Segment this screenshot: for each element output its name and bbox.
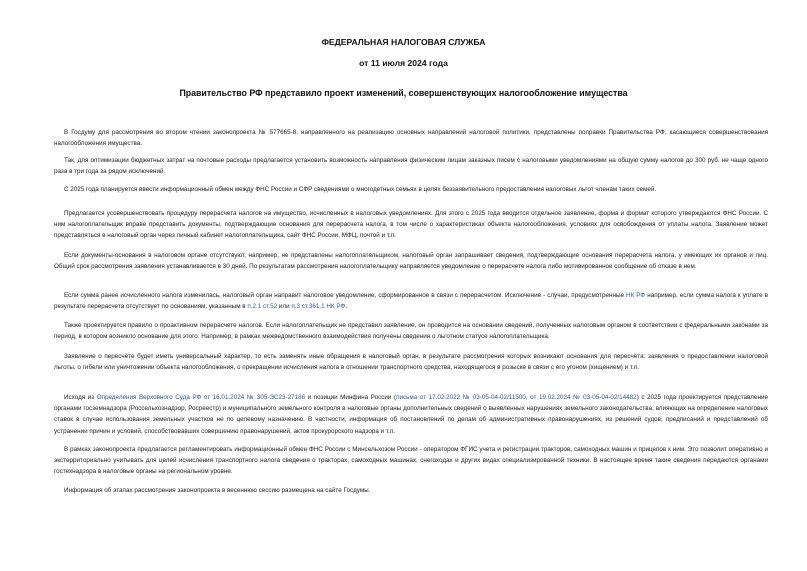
paragraph-2: Так, для оптимизации бюджетных затрат на почтовые расходы предлагается установить возможность направления физическим лицам заказных писем с налоговыми уведомлениями на общую сумму налогов до 300 руб. не чаще одного раза в три года за рядом исключений. — [54, 157, 768, 176]
document-title: Правительство РФ представило проект изменений, совершенствующих налогообложение имущества — [179, 88, 628, 98]
paragraph-9-text-a: Исходя из — [64, 394, 97, 401]
link-supreme-court-ruling[interactable]: Определения Верховного Суда РФ от 16.01.2024 № 305-ЭС23-27186 — [96, 394, 306, 401]
paragraph-9-text-d: ) с 2025 года проектируется представление органами госземнадзора (Россельхознадзор, Росреестр) и муниципального земельного контроля в налоговые органы дополнительных сведений о выявленных нарушениях земельного законодательства, влияющих на определение налоговых ставок в случае использования земельных участков не по целевому назначению. В частности, информация об постановлений по делам об административных правонарушениях, из решений судов, предписаний и представлений об устранении причин и условий, способствовавших совершению правонарушений, актов прокурорского надзора и т.п. — [54, 394, 768, 435]
paragraph-7: Также проектируется правило о проактивном перерасчете налогов. Если налогоплательщик не представил заявление, он проводится на основании сведений, полученных налоговым органом в соответствии с федеральными законами за период, в котором возникло основание для этого. Например, в рамках межведомственного взаимодействия получены сведения о льготном статусе налогоплательщика. — [54, 322, 768, 341]
agency-name: ФЕДЕРАЛЬНАЯ НАЛОГОВАЯ СЛУЖБА — [321, 37, 486, 47]
paragraph-1: В Госдуму для рассмотрения во втором чтении законопроекта № 577665-8, направленного на реализацию основных направлений налоговой политики, представлены поправки Правительства РФ, касающиеся совершенствования налогообложения имущества. — [54, 129, 768, 148]
paragraph-6-text-a: Если сумма ранее исчисленного налога изменилась, налоговый орган направит налоговое уведомление, сформированное в связи с перерасчетом. Исключение - случаи, предусмотренные — [64, 292, 627, 299]
paragraph-6-text-d: . — [345, 303, 347, 311]
link-p2-1-st52[interactable]: п.2.1 ст.52 — [247, 303, 278, 311]
paragraph-5: Если документы-основания в налоговом органе отсутствуют, например, не представлены налогоплательщиком, налоговый орган запрашивает сведения, подтверждающие основания перерасчета налога, у имеющих их органов и лиц. Общий срок рассмотрения заявления устанавливается в 30 дней. По результатам рассмотрения налогоплательщику направляется уведомление о перерасчете налога либо мотивированное сообщение об отказе в нем. — [54, 252, 768, 271]
paragraph-6 — [54, 290, 768, 312]
paragraph-8: Заявление о пересчёте будет иметь универсальный характер, то есть заменять иные обращения в налоговый орган, в результате рассмотрения которых возникают основания для пересчёта: заявления о предоставлении налоговой льготы, о гибели или уничтожении объекта налогообложения, о прекращении исчисления налога в отношении транспортного средства, находящегося в розыске в связи с его угоном (хищением) и т.п. — [54, 353, 768, 372]
paragraph-9 — [54, 392, 768, 437]
document-date: от 11 июля 2024 года — [359, 58, 448, 68]
link-minfin-letter-2022[interactable]: письма от 17.02.2022 № 03-05-04-02/11500 — [396, 394, 526, 401]
paragraph-3: С 2025 года планируется ввести информационный обмен между ФНС России и СФР сведениями о многодетных семьях в целях беззаявительного предоставления налоговых льгот членам таких семей. — [64, 186, 657, 193]
link-minfin-letter-2024[interactable]: от 19.02.2024 № 03-05-04-02/14482 — [530, 394, 637, 401]
paragraph-10: В рамках законопроекта предлагается регламентировать информационный обмен ФНС России с Минсельхозом России - оператором ФГИС учета и регистрации тракторов, самоходных машин и прицепов к ним. Это позволит оперативно и экстерриториально учитывать для целей исчисления транспортного налога сведения о тракторах, самоходных машинах, снегоходах и других видах специализированной техники. В настоящее время такие сведения передаются органами гостехнадзора в налоговые органы на региональном уровне. — [54, 446, 768, 476]
paragraph-9-text-c: , — [525, 394, 531, 401]
paragraph-9-text-b: и позиции Минфина России ( — [305, 394, 397, 401]
paragraph-11: Информация об этапах рассмотрения законопроекта в весеннюю сессию размещена на сайте Госдумы. — [64, 487, 371, 494]
link-p3-st361-1[interactable]: п.3 ст.361.1 НК РФ — [291, 303, 346, 311]
paragraph-6-text-c: или — [277, 303, 292, 311]
paragraph-6-text-b: например, если сумма налога к уплате в результате перерасчета отсутствует по основаниям, указанным в — [54, 292, 768, 311]
paragraph-4: Предлагается усовершенствовать процедуру перерасчета налогов на имущество, исчисленных в налоговых уведомлениях. Для этого с 2025 года вводится отдельное заявление, форма и формат которого утверждаются ФНС России. С ним налогоплательщик вправе представить документы, подтверждающие основания для перерасчета налога, в том числе о характеристиках объекта налогообложения, условиях для освобождения от уплаты налога. Заявление может представляться в налоговый орган через личный кабинет налогоплательщика, сайт ФНС России, МФЦ, почтой и т.п. — [54, 210, 768, 240]
link-nk-rf[interactable]: НК РФ — [626, 292, 646, 299]
